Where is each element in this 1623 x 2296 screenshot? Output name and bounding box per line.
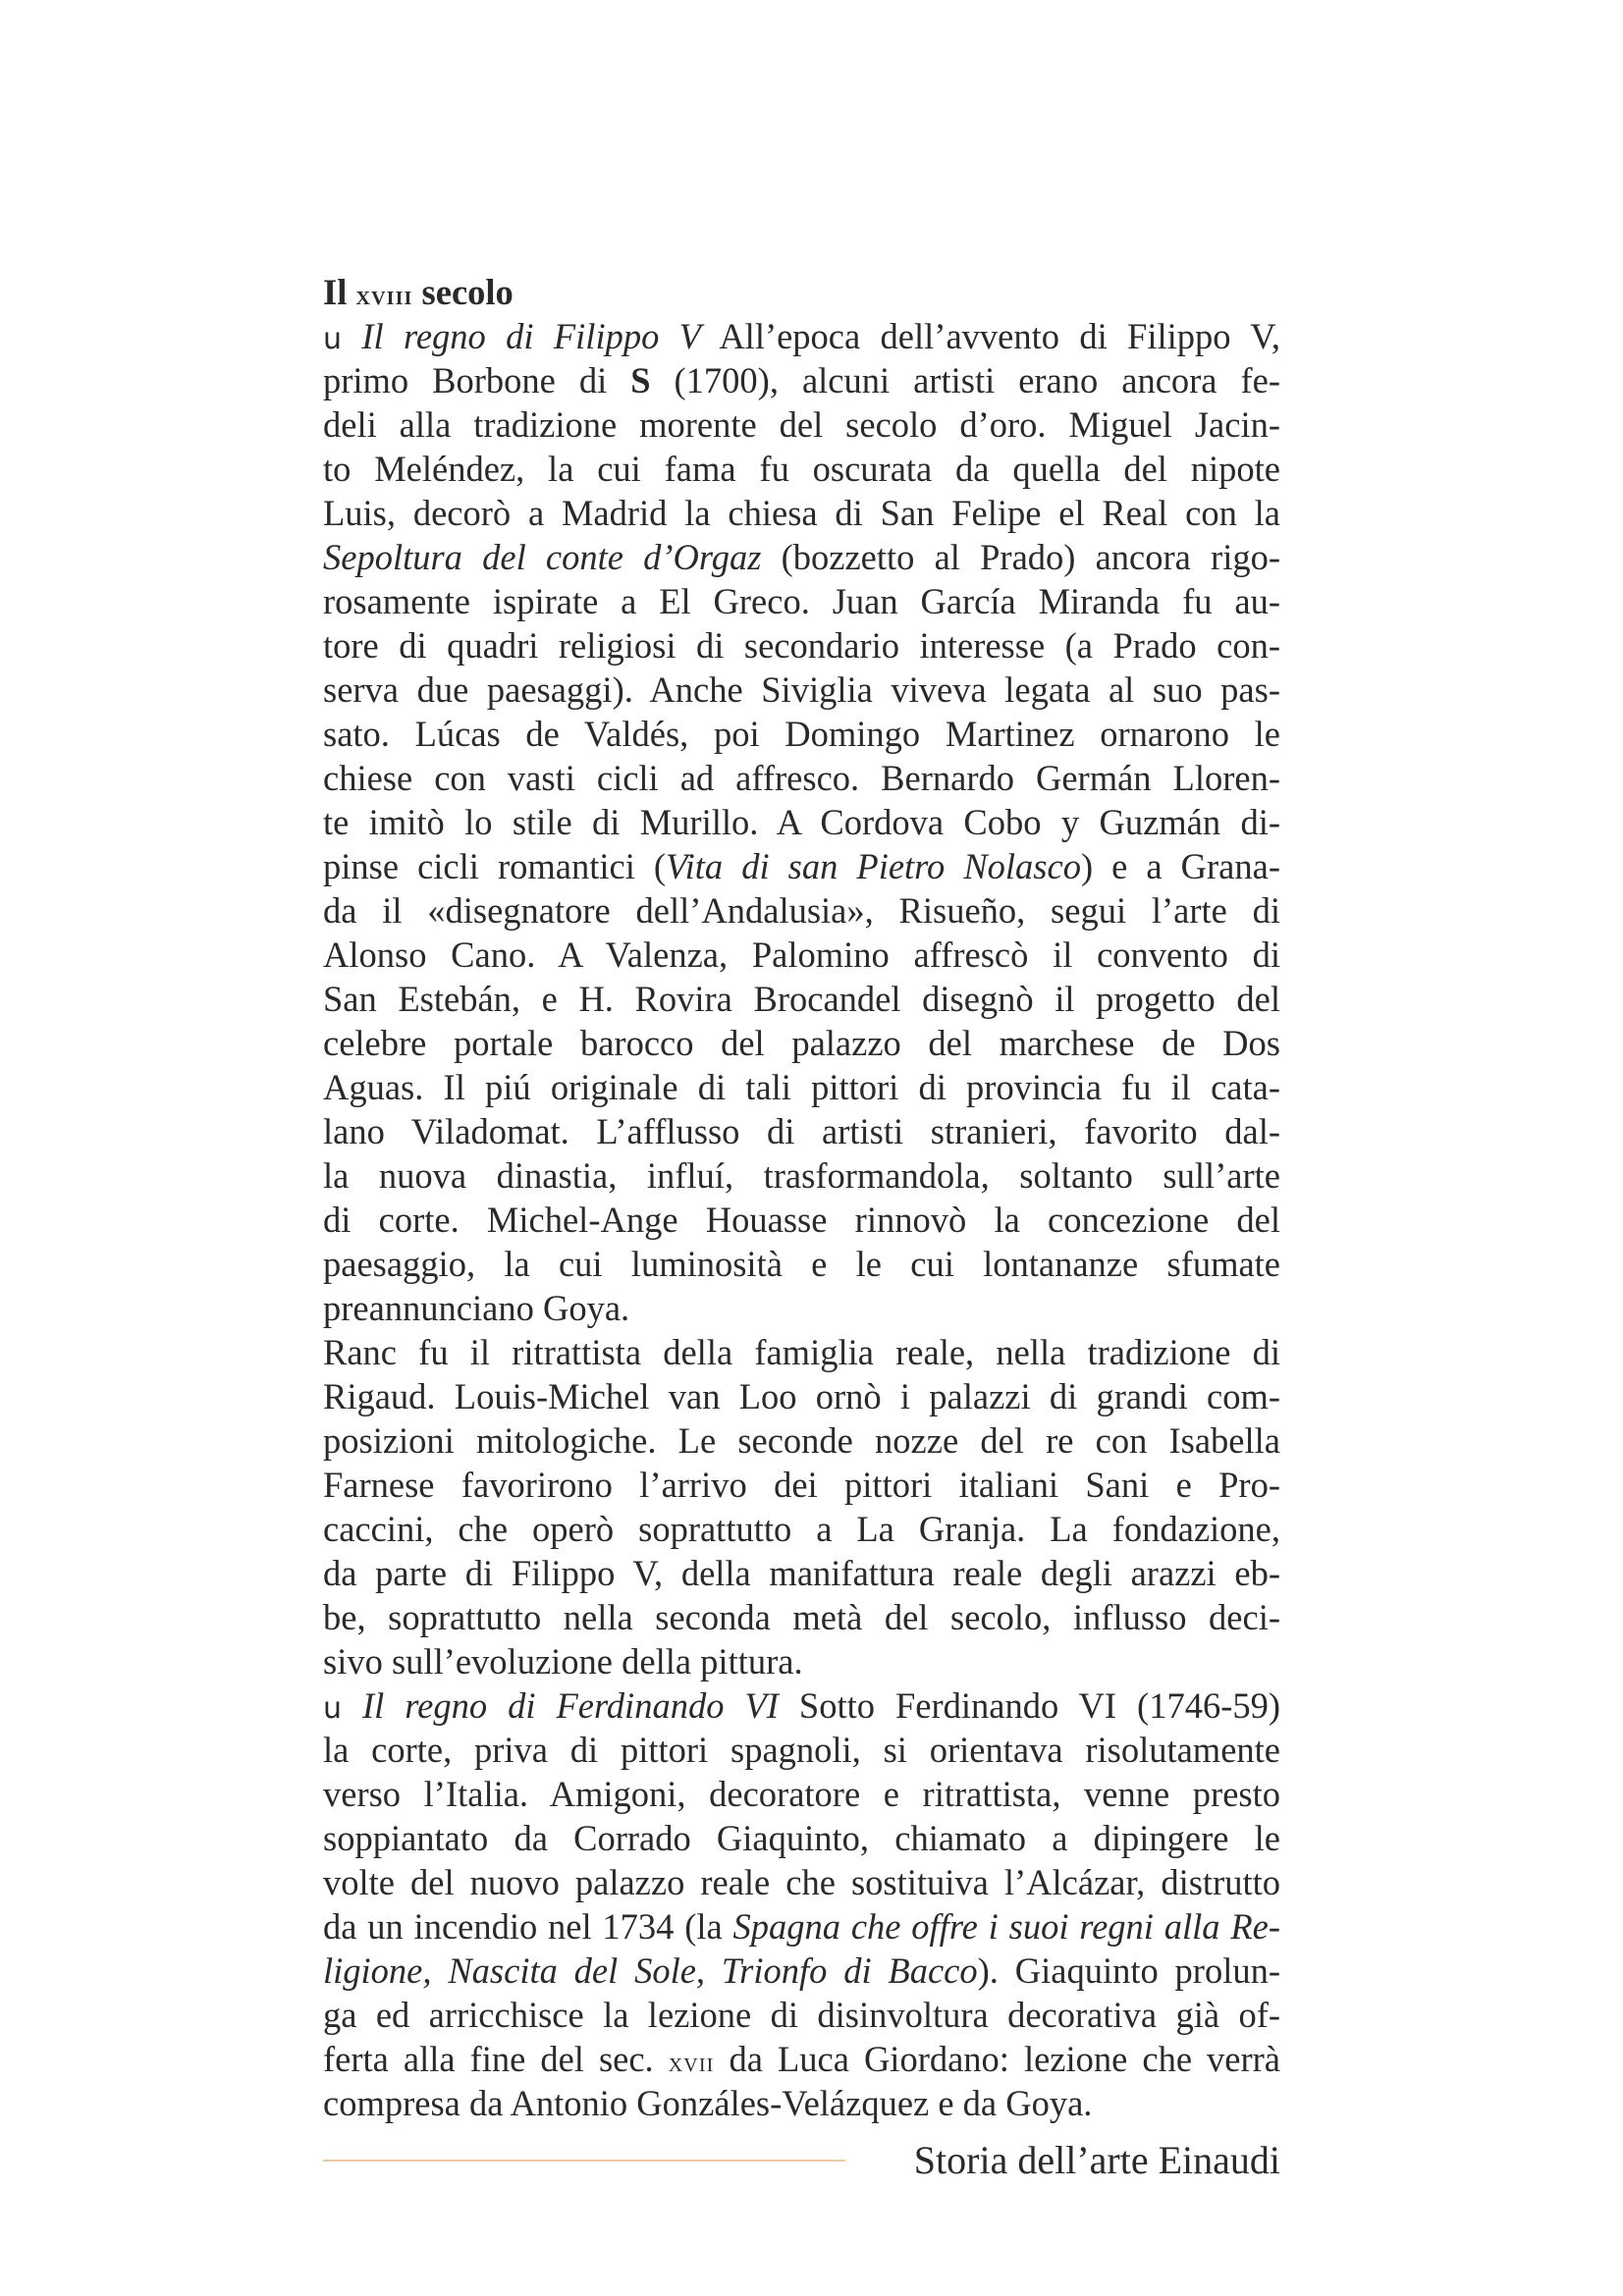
paragraph-line: posizioni mitologiche. Le seconde nozze del re con Isabella [323,1420,1280,1461]
paragraph-line [323,844,1280,888]
paragraph-line: Alonso Cano. A Valenza, Palomino affrescò il convento di [323,934,1280,975]
paragraph-line: volte del nuovo palazzo reale che sostituiva l’Alcázar, distrutto [323,1862,1280,1902]
paragraph-line: Rigaud. Louis-Michel van Loo ornò i palazzi di grandi com- [323,1376,1280,1416]
article-body [323,270,1280,2125]
paragraph-line [323,358,1280,402]
text-run: ). Giaquinto prolun- [977,1950,1280,1991]
paragraph-line: deli alla tradizione morente del secolo d’oro. Miguel Jacin- [323,404,1280,445]
section-heading-century: xviii [355,281,413,311]
paragraph-line: caccini, che operò soprattutto a La Granja. La fondazione, [323,1509,1280,1549]
paragraph-line: serva due paesaggi). Anche Siviglia viveva legata al suo pas- [323,669,1280,710]
footer-publication-title: Storia dell’arte Einaudi [913,2138,1280,2182]
artwork-title: Vita di san Pietro Nolasco [666,846,1081,886]
paragraph-line: sato. Lúcas de Valdés, poi Domingo Martinez ornarono le [323,714,1280,754]
footer-rule [323,2160,845,2162]
artwork-title: Sepoltura del conte d’Orgaz [323,537,762,577]
paragraph-line: Luis, decorò a Madrid la chiesa di San Felipe el Real con la [323,493,1280,533]
text-run: (bozzetto al Prado) ancora rigo- [761,537,1280,577]
paragraph-line [323,1683,1280,1728]
paragraph-line: da il «disegnatore dell’Andalusia», Risueño, segui l’arte di [323,890,1280,931]
artwork-title: ligione, Nascita del Sole, Trionfo di Bacco [323,1950,978,1991]
text-run: Sotto Ferdinando VI (1746-59) [778,1685,1281,1726]
paragraph-line: lano Viladomat. L’afflusso di artisti stranieri, favorito dal- [323,1111,1280,1151]
paragraph-line [323,314,1280,358]
paragraph-line: Farnese favorirono l’arrivo dei pittori italiani Sani e Pro- [323,1465,1280,1505]
paragraph-line: paesaggio, la cui luminosità e le cui lontananze sfumate [323,1244,1280,1284]
paragraph-line [323,1904,1280,1949]
paragraph-line: chiese con vasti cicli ad affresco. Bernardo Germán Lloren- [323,758,1280,798]
paragraph-line: la nuova dinastia, influí, trasformandola, soltanto sull’arte [323,1155,1280,1196]
section-heading-suffix: secolo [412,272,514,312]
paragraph-line: te imitò lo stile di Murillo. A Cordova Cobo y Guzmán di- [323,802,1280,842]
text-run: primo Borbone di [323,360,631,400]
paragraph-line: soppiantato da Corrado Giaquinto, chiamato a dipingere le [323,1818,1280,1858]
text-run: pinse cicli romantici ( [323,846,667,886]
bullet-icon: u [323,322,343,356]
bold-abbrev: S [630,360,651,400]
paragraph-line [323,1949,1280,1993]
paragraph-line: sivo sull’evoluzione della pittura. [323,1641,803,1682]
paragraph-line: ga ed arricchisce la lezione di disinvoltura decorativa già of- [323,1995,1280,2035]
text-run: da Luca Giordano: lezione che verrà [714,2039,1280,2079]
paragraph-line: da parte di Filippo V, della manifattura reale degli arazzi eb- [323,1553,1280,1593]
subsection-title: Il regno di Filippo V [361,316,701,356]
artwork-title: Spagna che offre i suoi regni alla Re- [732,1906,1280,1947]
paragraph-line: di corte. Michel-Ange Houasse rinnovò la concezione del [323,1200,1280,1240]
text-run: ) e a Grana- [1080,846,1280,886]
paragraph-line: la corte, priva di pittori spagnoli, si orientava risolutamente [323,1730,1280,1770]
paragraph-line: preannunciano Goya. [323,1288,630,1328]
paragraph-line: verso l’Italia. Amigoni, decoratore e ritrattista, venne presto [323,1774,1280,1814]
paragraph-line [323,535,1280,579]
subsection-title: Il regno di Ferdinando VI [362,1685,779,1726]
paragraph-line: celebre portale barocco del palazzo del marchese de Dos [323,1023,1280,1063]
paragraph-line: Ranc fu il ritrattista della famiglia reale, nella tradizione di [323,1332,1280,1372]
bullet-icon: u [323,1691,343,1726]
section-heading [323,270,1280,314]
paragraph-line: compresa da Antonio Gonzáles-Velázquez e da Goya. [323,2083,1093,2123]
paragraph-line [323,2037,1280,2081]
section-heading-prefix: Il [323,272,356,312]
text-run: da un incendio nel 1734 (la [323,1906,733,1947]
paragraph-line: to Meléndez, la cui fama fu oscurata da quella del nipote [323,449,1280,489]
paragraph-line: be, soprattutto nella seconda metà del secolo, influsso deci- [323,1597,1280,1637]
text-run: All’epoca dell’avvento di Filippo V, [700,316,1280,356]
text-run: ferta alla fine del sec. [323,2039,669,2079]
paragraph-line: Aguas. Il piú originale di tali pittori di provincia fu il cata- [323,1067,1280,1107]
paragraph-line: San Estebán, e H. Rovira Brocandel disegnò il progetto del [323,979,1280,1019]
paragraph-line: rosamente ispirate a El Greco. Juan García Miranda fu au- [323,581,1280,621]
text-run: (1700), alcuni artisti erano ancora fe- [650,360,1281,400]
century-numeral: xvii [668,2048,715,2078]
paragraph-line: tore di quadri religiosi di secondario interesse (a Prado con- [323,625,1280,666]
